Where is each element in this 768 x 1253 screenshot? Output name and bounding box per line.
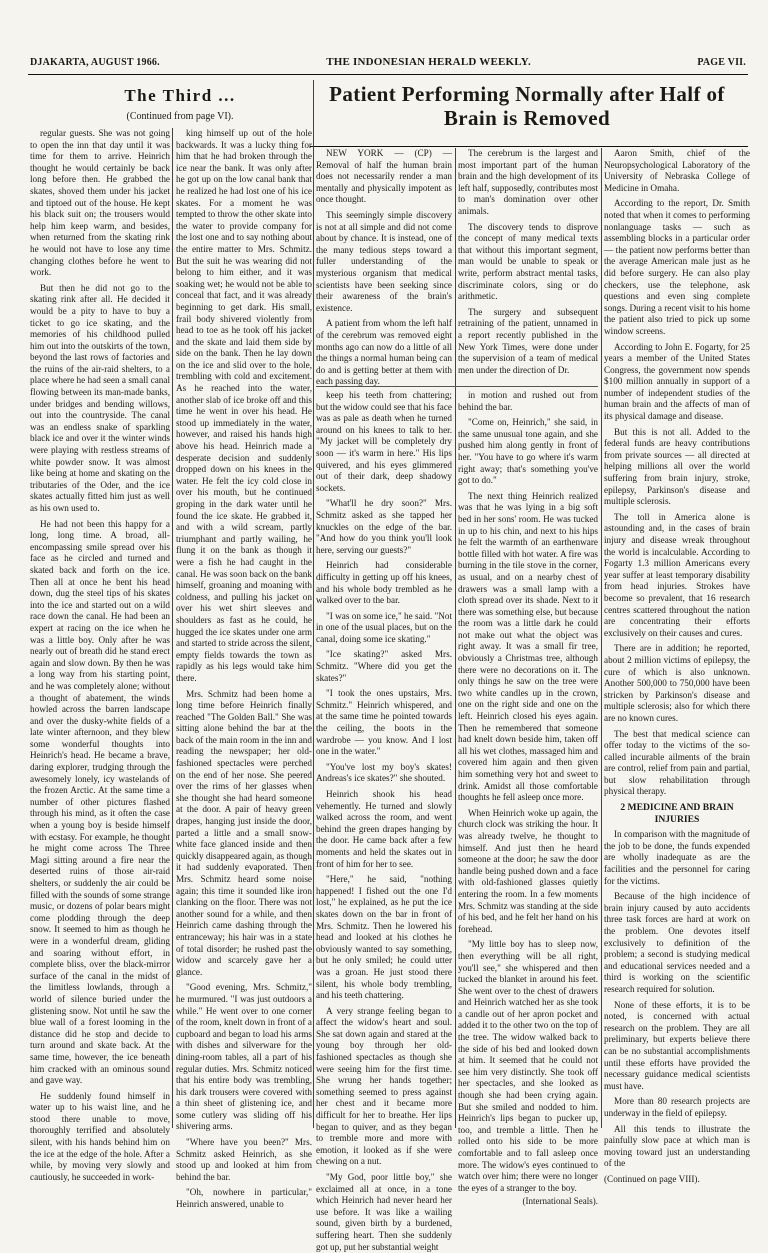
- paragraph: "Where have you been?" Mrs. Schmitz asked Heinrich, as she stood up and looked at him from behind the bar.: [176, 1137, 312, 1182]
- paragraph: "I took the ones upstairs, Mrs. Schmitz." Heinrich whispered, and at the same time he pointed towards the ceiling, the boots in the wardrobe — you know. And I lost one in the water.": [316, 688, 452, 757]
- paragraph: The toll in America alone is astounding and, in the cases of brain injury and disease wreak throughout the world is incalculable. According to Fogarty 1.3 million Americans every year suffer at least temporary disability from head injuries. Strokes have become so prevalent, that 16 research centres scattered throughout the nation are concentrating their efforts exclusively on their causes and cures.: [604, 511, 750, 638]
- paper-name: THE INDONESIAN HERALD WEEKLY.: [326, 56, 531, 68]
- left-story-column-3: [316, 390, 452, 1252]
- paragraph: But this is not all. Added to the federal funds are heavy contributions from private sources — all directed at helping millions all over the world suffering from brain injury, stroke, epilepsy, Parkinson's disease and multiple sclerosis.: [604, 426, 750, 507]
- paragraph: "Ice skating?" asked Mrs. Schmitz. "Where did you get the skates?": [316, 649, 452, 683]
- paragraph: He had not been this happy for a long, long time. A broad, all-encompassing smile spread over his face as he circled and turned and skated back and forth on the ice. Then all at once he bent his head down, dug the steel tips of his skates into the ice and started out on a wild race down the canal. He had been an expert at racing on the ice when he was a little boy. Only after he was nearly out of breath did he stand erect again and slow down. By then he was a long way from his starting point, and he was completely alone; without a thought of abatement, the winds howled across the barren landscape and over the dusky-white fields of a late winter afternoon, and they blew some wonderful thoughts into Heinrich's head. He became a brave, daring explorer, trudging through the awesomely lonely, icy wastelands of the frozen Arctic. At the same time a number of other pictures flashed through his mind, as it often the case when a young boy is beside himself with ecstasy. For example, he thought he might come across The Three Magi sitting around a fire near the deserted ruins of those air-raid shelters, or suddenly the air could be filled with the sounds of some strange music, or dozens of polar bears might come plodding through the deep snow. It seemed to him as though he were in a wonderful dream, gliding and soaring without effort, in complete bliss, over the black-mirror surface of the canal in the midst of the limitless lowlands, through a world of silence buried under the glistening snow. Not until he saw the blue wall of a forest looming in the distance did he stop and decide to turn around and skate back. At the same time, however, the ice beneath him cracked with an ominous sound and gave way.: [30, 518, 170, 1086]
- page-number: PAGE VII.: [697, 57, 746, 68]
- paragraph: "Come on, Heinrich," she said, in the same unusual tone again, and she pushed him along gently in front of her. "You have to go where it's warm right away; that's something you've got to do.": [458, 417, 598, 486]
- paragraph: Heinrich shook his head vehemently. He turned and slowly walked across the room, and went behind the green drapes hanging by the door. He came back after a few moments and held the skates out in front of him for her to see.: [316, 789, 452, 869]
- paragraph: "Good evening, Mrs. Schmitz," he murmured. "I was just outdoors a while." He went over to one corner of the room, knelt down in front of a cupboard and began to load his arms with dishes and silverware for the dining-room tables, all a part of his regular duties. Mrs. Schmitz noticed that his entire body was trembling, his dark trousers were covered with a thin sheet of glistening ice, and some cutlery was sliding off his shivering arms.: [176, 982, 312, 1132]
- paragraph: According to the report, Dr. Smith noted that when it comes to performing nonlanguage tasks — such as assembling blocks in a particular order — the patient now performs better than the average American male just as he did before surgery. He can also play checkers, use the telephone, ask questions and even sing complete songs. During a recent visit to his home the patient also tried to pick up some window screens.: [604, 198, 750, 336]
- headline-rule: [310, 146, 748, 147]
- paragraph: None of these efforts, it is to be noted, is concerned with actual research on the problem. They are all preliminary, but experts believe there can be no substantial accomplishments until these efforts have provided the necessary guidance medical scientists must have.: [604, 999, 750, 1091]
- column-divider: [172, 128, 173, 1128]
- column-divider: [455, 148, 456, 1128]
- paragraph: "I was on some ice," he said. "Not in one of the usual places, but on the canal, doing some ice skating.": [316, 610, 452, 644]
- paragraph: "Oh, nowhere in particular," Heinrich answered, unable to: [176, 1187, 312, 1210]
- paragraph: "Here," he said, "nothing happened! I fished out the one I'd lost," he explained, as he put the ice skates down on the bar in front of Mrs. Schmitz. Then he lowered his head and looked at his clothes he obviously wanted to say something, but he only smiled; he could utter was a groan. He just stood there silent, his whole body trembling, and his teeth chattering.: [316, 874, 452, 1001]
- paragraph: king himself up out of the hole backwards. It was a lucky thing for him that he had broken through the ice near the bank. It was only after he got up on the low canal bank that he realized he had lost one of his ice skates. For a moment he was tempted to throw the other skate into the water to provide company for the lost one and to say nothing about the entire matter to Mrs. Schmitz. But the suit he was wearing did not belong to him either, and it was soaking wet; he would not be able to conceal that fact, and it was already beginning to get dark. His small, frail body shivered violently from head to toe as he took off his jacket and the skate and laid them side by side on the bank. Then he lay down on the ice and slid over to the hole, trembling with cold and excitement. As he reached into the water, another slab of ice broke off and this time he went in over his head. He stood up immediately in the water, however, and raised his hands high above his head. Heinrich made a desperate decision and suddenly dropped down on his knees in the water. He felt the icy cold close in over his mouth, but he continued groping in the dark water until he found the ice skate. He grabbed it, and with a wild scream, partly triumphant and partly wailing, he flung it on the bank as though it were a fish he had caught in the canal. He was soon back on the bank himself, groaning and moaning with coldness, and pulling his jacket on over his wet shirt sleeves and shoulders as fast as he could, he hugged the ice skates under one arm and started to stride across the silent, empty fields towards the town as rapidly as his legs would take him there.: [176, 128, 312, 683]
- continued-to: (Continued on page VIII).: [604, 1173, 700, 1184]
- paragraph: Aaron Smith, chief of the Neuropsychological Laboratory of the University of Nebraska College of Medicine in Omaha.: [604, 148, 750, 193]
- paragraph: When Heinrich woke up again, the church clock was striking the hour. It was already twelve, he thought to himself. And just then he heard someone at the door; he saw the door handle being pushed down and a face with old-fashioned glasses quietly entering the room. In a few moments Mrs. Schmitz was standing at the side of his bed, and he felt her hand on his forehead.: [458, 807, 598, 934]
- right-story-column-2: [458, 148, 598, 386]
- paragraph: "What'll he dry soon?" Mrs. Schmitz asked as she tapped her knuckles on the edge of the bar. "And how do you think you'll look here, serving our guests?": [316, 498, 452, 555]
- headline-line-1: Patient Performing Normally after Half of: [329, 82, 725, 106]
- story-credit: (International Seals).: [522, 1196, 598, 1207]
- left-story-continued-from: (Continued from page VI).: [126, 111, 234, 122]
- paragraph: The cerebrum is the largest and most important part of the human brain and the high development of its left half, supposedly, contributes most to man's domination over other animals.: [458, 148, 598, 216]
- column-divider: [601, 148, 602, 1128]
- paragraph: All this tends to illustrate the painfully slow pace at which man is moving toward just an understanding of the: [604, 1123, 750, 1169]
- right-story-headline: [312, 82, 742, 142]
- left-story-header: [30, 80, 330, 126]
- paragraph: This seemingly simple discovery is not at all simple and did not come about by chance. It is instead, one of the many tedious steps toward a fuller understanding of the mysterious organism that medical scientists have been seeking since their awareness of the brain's existence.: [316, 209, 452, 313]
- paragraph: The surgery and subsequent retraining of the patient, unnamed in a report recently published in the New York Times, were done under the supervision of a team of medical men under the direction of Dr.: [458, 306, 598, 375]
- paragraph: The best that medical science can offer today to the victims of the so-called incurable ailments of the brain are control, relief from pain and partial, but slow rehabilitation through physical therapy.: [604, 728, 750, 797]
- masthead-rule: [28, 74, 748, 75]
- headline-line-2: Brain is Removed: [443, 106, 611, 130]
- paragraph: A very strange feeling began to affect the widow's heart and soul. She sat down again and stared at the young boy through her old-fashioned spectacles as though she were seeing him for the first time. She wrung her hands together; something seemed to press against her chest and it became more difficult for her to breathe. Her lips began to quiver, and as they began to tremble more and more with emotion, it looked as if she were chewing on a nut.: [316, 1005, 452, 1167]
- subhead: 2 MEDICINE AND BRAIN INJURIES: [620, 802, 734, 825]
- paragraph: Because of the high incidence of brain injury caused by auto accidents three task forces are hard at work on the problem. One devotes itself exclusively to definition of the problem; a second is studying medical and educational services needed and a third is working on the scientific research required for solution.: [604, 891, 750, 994]
- paragraph: The discovery tends to disprove the concept of many medical texts that without this important segment, man would be unable to speak or write, perform abstract mental tasks, discriminate colors, sing or do arithmetic.: [458, 221, 598, 302]
- paragraph: keep his teeth from chattering; but the widow could see that his face was as pale as death when he turned around on his knees to talk to her. "My jacket will be completely dry soon — it's warm in here." His lips quivered, and his eyes glimmered out of their dark, deep shadowy sockets.: [316, 390, 452, 493]
- left-story-title: The Third ...: [124, 86, 236, 105]
- paragraph: "My little boy has to sleep now, then everything will be all right, you'll see," she whispered and then tucked the blanket in around his feet. She went over to the chest of drawers and Heinrich watched her as she took a candle out of her apron pocket and added it to the other two on the top of the tree. The widow walked back to the side of his bed and looked down at him. It seemed that he could not see him very distinctly. She took off her spectacles, and she looked as though she had been crying again. But she smiled and nodded to him. Heinrich's lips began to pucker up, too, and tremble a little. Then he rolled onto his side to be more comfortable and to fall asleep once more. The widow's eyes continued to watch over him; there were no longer the eyes of a stranger to the boy.: [458, 939, 598, 1193]
- dateline: DJAKARTA, AUGUST 1966.: [30, 57, 160, 68]
- left-story-column-4: [458, 390, 598, 1207]
- paragraph: in motion and rushed out from behind the bar.: [458, 390, 598, 412]
- right-story-column-3: [604, 148, 750, 1184]
- right-story-column-1: [316, 148, 452, 386]
- paragraph: In comparison with the magnitude of the job to be done, the funds expended are wholly inadequate as are the facilities and the personnel for caring for the victims.: [604, 829, 750, 886]
- paragraph: NEW YORK — (CP) — Removal of half the human brain does not necessarily render a man mentally and physically impotent as once thought.: [316, 148, 452, 205]
- paragraph: But then he did not go to the skating rink after all. He decided it would be a pity to have to buy a ticket to go ice skating, and the memories of his childhood pulled him out into the outskirts of the town, beyond the last rows of factories and the ruins of the air-raid shelters, to a place where he had seen a small canal flowing between its man-made banks, under bridges and bending willows, out into the countryside. The canal was an endless snake of sparkling black ice and over it the winter winds were playing with restless streams of white powder snow. It was almost like being at home and skating on the tributaries of the Oder, and the ice skates actually fitted him just as well as his own used to.: [30, 282, 170, 513]
- masthead: [30, 56, 746, 72]
- paragraph: Heinrich had considerable difficulty in getting up off his knees, and his whole body trembled as he walked over to the bar.: [316, 560, 452, 606]
- paragraph: The next thing Heinrich realized was that he was lying in a big soft bed in her sons' room. He was tucked in up to his chin, and next to his hips he felt the warmth of an earthenware bottle filled with hot water. A fire was burning in the tile stove in the corner, as usual, and on a nearby chest of drawers was a small lamp with a cloth spread over its shade. Next to it there was something else, but because the room was a little dark he could not make out what the object was right away. It was a small fir tree, obviously a Christmas tree, although there were no decorations on it. The only things he saw on the tree were two white candles up in the crown, one on the right side and one on the left. Heinrich closed his eyes again. Then he remembered that someone had knelt down beside him, taken off all his wet clothes, massaged him and covered him again and then given him something very hot and sweet to drink. Amidst all those comfortable thoughts he fell asleep once more.: [458, 490, 598, 803]
- paragraph: He suddenly found himself in water up to his waist line, and he stood there unable to move, thoroughly terrified and absolutely silent, with his hands behind him on the ice at the edge of the hole. After a while, by moving very slowly and cautiously, he succeeded in work-: [30, 1090, 170, 1182]
- paragraph: Mrs. Schmitz had been home a long time before Heinrich finally reached "The Golden Ball." She was sitting alone behind the bar at the back of the main room in the inn and reading the newspaper; her old-fashioned spectacles were perched on the end of her nose. She peered over the rims of her glasses when she thought she had heard someone at the door. A pair of heavy green drapes, hanging just inside the door, parted a little and a small snow-white face glanced inside and then quickly disappeared again, as though it had suddenly evaporated. Then Mrs. Schmitz heard some noise again; this time it sounded like iron clanking on the floor. There was not another sound for a while, and then Heinrich came dashing through the entranceway; his hair was in a state of total disorder; he rushed past the widow and scarcely gave her a glance.: [176, 688, 312, 977]
- paragraph: More than 80 research projects are underway in the field of epilepsy.: [604, 1096, 750, 1118]
- paragraph: "You've lost my boy's skates! Andreas's ice skates?" she shouted.: [316, 761, 452, 784]
- paragraph: A patient from whom the left half of the cerebrum was removed eight months ago can now do a little of all the things a normal human being can do and is getting better at them with each passing day.: [316, 318, 452, 387]
- paragraph: "My God, poor little boy," she exclaimed all at once, in a tone which Heinrich had never heard her use before. It was like a wailing sound, given birth by a burdened, suffering heart. Then she suddenly got up, put her substantial weight: [316, 1172, 452, 1252]
- paragraph: There are in addition; he reported, about 2 million victims of epilepsy, the cure of which is also unknown. Another 500,000 to 750,000 have been stricken by Parkinson's disease and multiple sclerosis; also for which there are no known cures.: [604, 643, 750, 723]
- left-story-column-2: [176, 128, 312, 1210]
- paragraph: According to John E. Fogarty, for 25 years a member of the United States Congress, the government now spends $100 million annually in support of a number of independent studies of the human brain and the affects of man of its physical damage and disease.: [604, 341, 750, 422]
- left-story-column-1: [30, 128, 170, 1182]
- paragraph: regular guests. She was not going to open the inn that day until it was time for them to arrive. Heinrich thought he would certainly be back long before then. He grabbed the skates, shoved them under his jacket and tiptoed out of the house. He kept his black suit on; the trousers would help him keep warm, and besides, when returned from the skating rink he would not have to lose any time changing clothes before he went to work.: [30, 128, 170, 278]
- column-divider: [313, 80, 314, 1128]
